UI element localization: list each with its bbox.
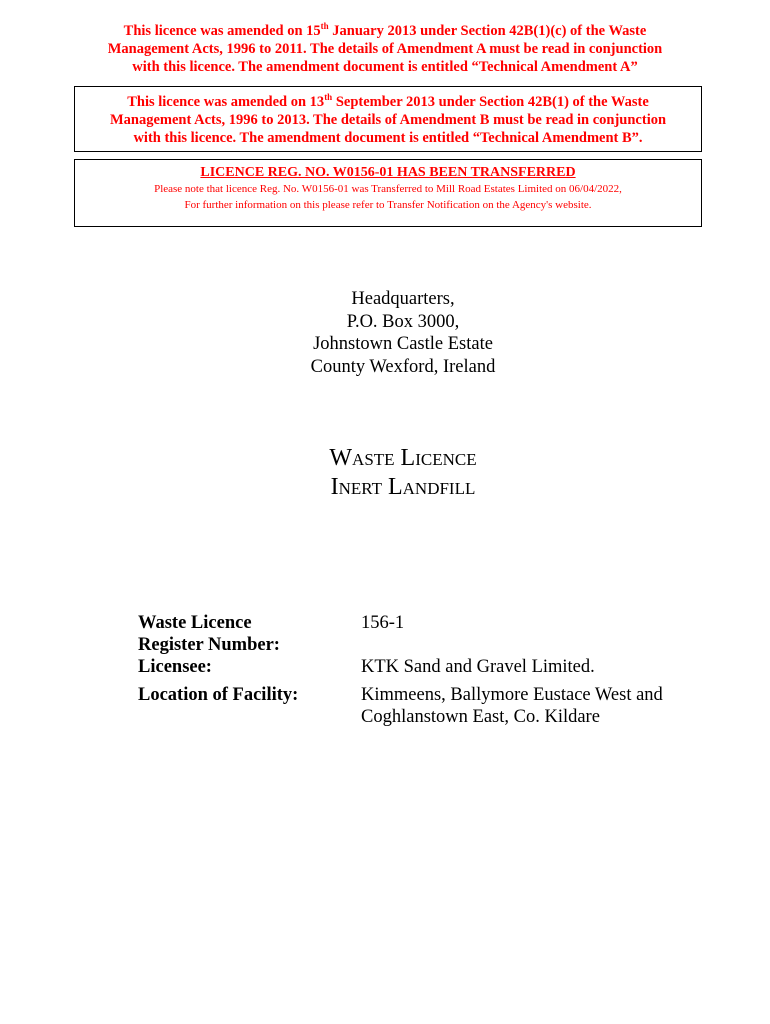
amendment-a-line-2: Management Acts, 1996 to 2011. The details of Amendment A must be read in conjunction xyxy=(107,41,663,57)
transfer-notice-line-2: For further information on this please refer to Transfer Notification on the Agency's website. xyxy=(184,199,592,211)
address-line-2: P.O. Box 3000, xyxy=(346,311,460,332)
amendment-a-line-1: This licence was amended on 15th January 2013 under Section 42B(1)(c) of the Waste xyxy=(123,21,647,39)
licence-details xyxy=(138,612,738,728)
transfer-notice-title: LICENCE REG. NO. W0156-01 HAS BEEN TRANSFERRED xyxy=(200,165,576,180)
document-title xyxy=(250,444,556,502)
register-number-row xyxy=(138,612,738,656)
amendment-b-line-1: This licence was amended on 13th September 2013 under Section 42B(1) of the Waste xyxy=(127,92,649,110)
licensee-row xyxy=(138,656,738,678)
document-title-line-1: Waste Licence xyxy=(329,445,477,471)
amendment-a-line-3: with this licence. The amendment document is entitled “Technical Amendment A” xyxy=(132,59,638,75)
address-line-4: County Wexford, Ireland xyxy=(310,356,496,377)
amendment-b-line-2: Management Acts, 1996 to 2013. The details of Amendment B must be read in conjunction xyxy=(109,112,667,128)
amendment-b-line-3: with this licence. The amendment document is entitled “Technical Amendment B”. xyxy=(133,130,643,146)
location-row xyxy=(138,684,738,728)
amendment-a-notice xyxy=(60,22,710,76)
amendment-a-superscript: th xyxy=(320,21,329,32)
transfer-notice-box xyxy=(74,159,702,227)
licensee-label: Licensee: xyxy=(138,657,212,677)
document-title-line-2: Inert Landfill xyxy=(330,474,476,500)
address-line-3: Johnstown Castle Estate xyxy=(313,334,493,354)
register-number-value: 156-1 xyxy=(361,613,405,633)
amendment-b-box xyxy=(74,86,702,152)
register-number-label: Waste Licence Register Number: xyxy=(138,613,280,655)
location-label: Location of Facility: xyxy=(138,685,299,705)
agency-address xyxy=(250,288,556,378)
location-value: Kimmeens, Ballymore Eustace West and Coghlanstown East, Co. Kildare xyxy=(361,685,663,727)
address-line-1: Headquarters, xyxy=(351,289,455,309)
licensee-value: KTK Sand and Gravel Limited. xyxy=(361,657,595,677)
transfer-notice-line-1: Please note that licence Reg. No. W0156-01 was Transferred to Mill Road Estates Limited on 06/04/2022, xyxy=(154,183,622,195)
amendment-b-superscript: th xyxy=(324,92,333,103)
